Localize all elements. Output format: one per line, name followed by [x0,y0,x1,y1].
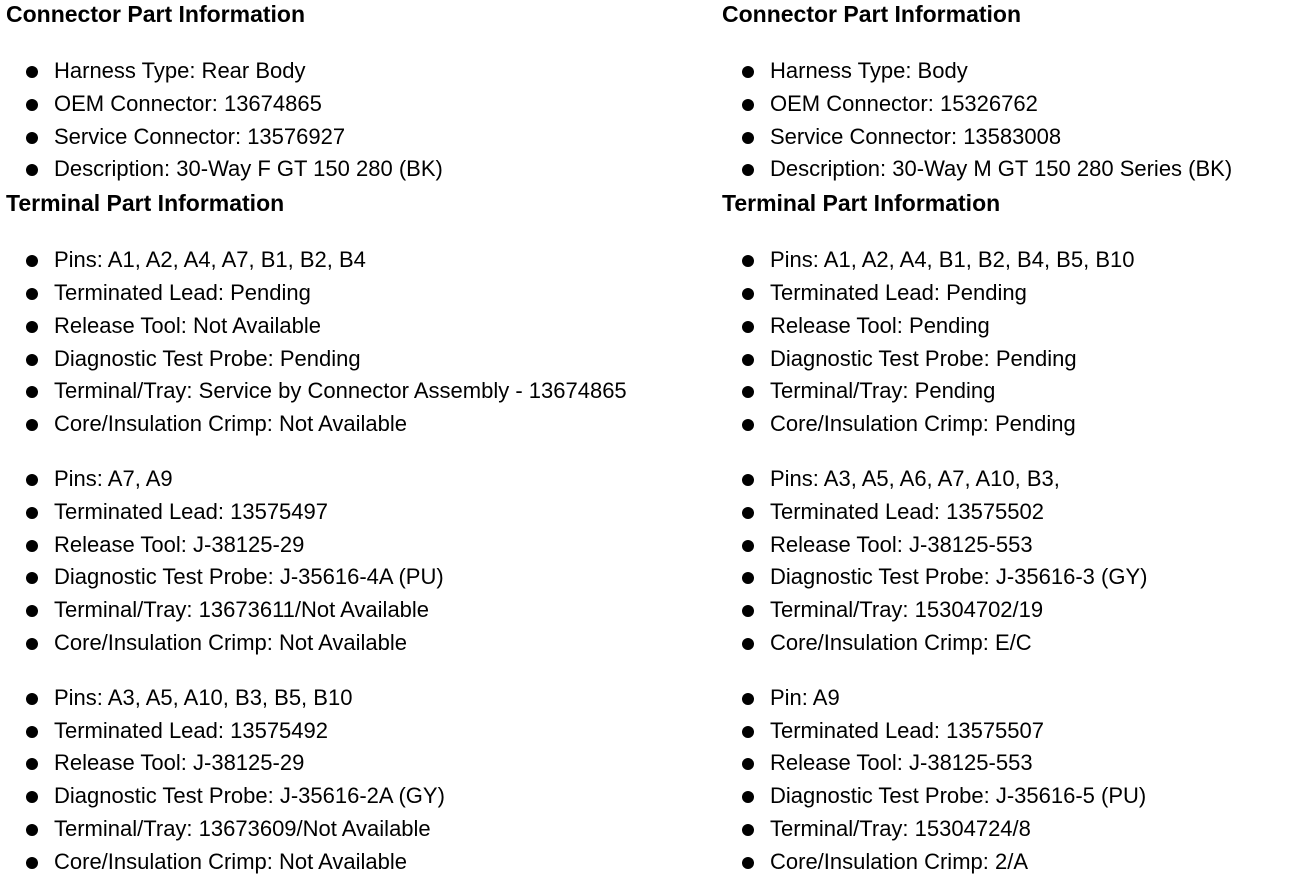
bullet-icon [26,693,38,705]
list-item: Diagnostic Test Probe: J-35616-3 (GY) [722,561,1312,594]
list-item: Terminated Lead: 13575507 [722,715,1312,748]
list-item: OEM Connector: 15326762 [722,88,1312,121]
list-item: Core/Insulation Crimp: 2/A [722,846,1312,879]
bullet-icon [26,321,38,333]
bullet-icon [742,572,754,584]
list-item: Core/Insulation Crimp: Not Available [6,408,718,441]
list-item: Terminated Lead: 13575492 [6,715,718,748]
list-item: Pins: A1, A2, A4, B1, B2, B4, B5, B10 [722,244,1312,277]
list-item: Release Tool: J-38125-29 [6,529,718,562]
list-item: Terminated Lead: Pending [6,277,718,310]
bullet-icon [26,474,38,486]
list-item: Terminal/Tray: 13673611/Not Available [6,594,718,627]
list-item: Core/Insulation Crimp: Not Available [6,627,718,660]
bullet-icon [742,758,754,770]
list-item: Release Tool: J-38125-553 [722,529,1312,562]
list-item: Pins: A7, A9 [6,463,718,496]
bullet-icon [742,164,754,176]
list-item: Release Tool: Not Available [6,310,718,343]
list-item: Terminated Lead: 13575497 [6,496,718,529]
bullet-icon [742,132,754,144]
connector-part-heading: Connector Part Information [722,1,1022,27]
bullet-icon [742,419,754,431]
list-item: Terminal/Tray: Pending [722,375,1312,408]
list-item: Terminal/Tray: Service by Connector Assembly - 13674865 [6,375,718,408]
list-item: Pins: A1, A2, A4, A7, B1, B2, B4 [6,244,718,277]
list-item: Release Tool: J-38125-553 [722,747,1312,780]
list-item: Pin: A9 [722,682,1312,715]
terminal-group-2 [6,463,718,660]
list-item: Diagnostic Test Probe: Pending [6,343,718,376]
connector-info-list [722,55,1312,186]
bullet-icon [742,693,754,705]
bullet-icon [742,605,754,617]
bullet-icon [742,354,754,366]
left-column [6,0,718,879]
bullet-icon [26,540,38,552]
bullet-icon [742,857,754,869]
bullet-icon [26,255,38,267]
terminal-group-1 [722,244,1312,441]
list-item: Core/Insulation Crimp: E/C [722,627,1312,660]
bullet-icon [26,605,38,617]
terminal-group-1 [6,244,718,441]
list-item: Release Tool: J-38125-29 [6,747,718,780]
list-item: Harness Type: Rear Body [6,55,718,88]
bullet-icon [742,824,754,836]
list-item: Diagnostic Test Probe: Pending [722,343,1312,376]
list-item: Terminated Lead: 13575502 [722,496,1312,529]
bullet-icon [26,288,38,300]
bullet-icon [742,288,754,300]
bullet-icon [742,321,754,333]
bullet-icon [742,540,754,552]
list-item: Release Tool: Pending [722,310,1312,343]
bullet-icon [26,66,38,78]
list-item: Terminal/Tray: 15304724/8 [722,813,1312,846]
connector-part-heading: Connector Part Information [6,1,306,27]
bullet-icon [742,99,754,111]
bullet-icon [26,824,38,836]
list-item: Diagnostic Test Probe: J-35616-2A (GY) [6,780,718,813]
connector-info-list [6,55,718,186]
list-item: Pins: A3, A5, A6, A7, A10, B3, [722,463,1312,496]
terminal-part-heading: Terminal Part Information [722,190,1001,217]
list-item: Description: 30-Way F GT 150 280 (BK) [6,153,718,186]
list-item: Harness Type: Body [722,55,1312,88]
list-item: Diagnostic Test Probe: J-35616-4A (PU) [6,561,718,594]
bullet-icon [26,857,38,869]
terminal-group-3 [6,682,718,879]
list-item: Terminated Lead: Pending [722,277,1312,310]
list-item: Core/Insulation Crimp: Not Available [6,846,718,879]
bullet-icon [26,572,38,584]
bullet-icon [742,386,754,398]
list-item: OEM Connector: 13674865 [6,88,718,121]
terminal-part-heading: Terminal Part Information [6,190,285,217]
bullet-icon [26,132,38,144]
list-item: Service Connector: 13576927 [6,121,718,154]
bullet-icon [26,354,38,366]
bullet-icon [742,66,754,78]
bullet-icon [742,791,754,803]
right-column [722,0,1312,879]
bullet-icon [26,99,38,111]
list-item: Diagnostic Test Probe: J-35616-5 (PU) [722,780,1312,813]
bullet-icon [742,474,754,486]
bullet-icon [26,758,38,770]
list-item: Terminal/Tray: 13673609/Not Available [6,813,718,846]
bullet-icon [742,507,754,519]
bullet-icon [26,419,38,431]
bullet-icon [742,255,754,267]
bullet-icon [26,726,38,738]
bullet-icon [26,386,38,398]
list-item: Pins: A3, A5, A10, B3, B5, B10 [6,682,718,715]
terminal-group-3 [722,682,1312,879]
bullet-icon [26,638,38,650]
bullet-icon [742,638,754,650]
list-item: Description: 30-Way M GT 150 280 Series (BK) [722,153,1312,186]
bullet-icon [742,726,754,738]
terminal-group-2 [722,463,1312,660]
list-item: Service Connector: 13583008 [722,121,1312,154]
bullet-icon [26,791,38,803]
list-item: Core/Insulation Crimp: Pending [722,408,1312,441]
bullet-icon [26,164,38,176]
list-item: Terminal/Tray: 15304702/19 [722,594,1312,627]
bullet-icon [26,507,38,519]
